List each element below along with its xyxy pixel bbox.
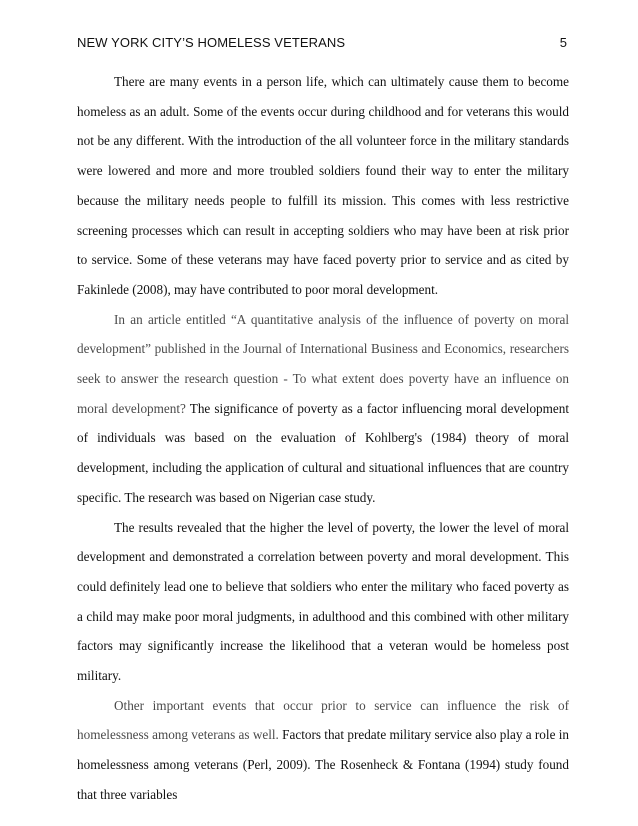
paragraph-4-text-muted: Other important events that occur prior to service can influence the risk of homelessness among veterans as well.: [77, 697, 569, 743]
paragraph-3-text: The results revealed that the higher the level of poverty, the lower the level of moral development and demonstrated a correlation between poverty and moral development. This could definitely lead one to believe that soldiers who enter the military who faced poverty as a child may make poor moral judgments, in adulthood and this combined with other military factors may significantly increase the likelihood that a veteran would be homeless post military.: [77, 519, 569, 684]
paragraph-1: [77, 67, 569, 305]
paragraph-4: [77, 691, 569, 810]
paragraph-2-text-muted: In an article entitled “A quantitative analysis of the influence of poverty on moral development” published in the Journal of International Business and Economics, researchers seek to answer the research question - To what extent does poverty have an influence on moral development?: [77, 311, 569, 416]
paragraph-4-text: Factors that predate military service also play a role in homelessness among veterans (Perl, 2009). The Rosenheck & Fontana (1994) study found that three variables: [77, 727, 569, 802]
body-text: [77, 67, 569, 810]
paragraph-2: [77, 305, 569, 513]
running-head: [77, 35, 567, 53]
paragraph-2-text: The significance of poverty as a factor influencing moral development of individuals was based on the evaluation of Kohlberg's (1984) theory of moral development, including the application of cultural and situational influences that are country specific. The research was based on Nigerian case study.: [77, 400, 569, 505]
paragraph-3: [77, 513, 569, 691]
running-head-title: NEW YORK CITY’S HOMELESS VETERANS: [77, 35, 346, 50]
page-number: 5: [559, 35, 567, 50]
paragraph-1-text: There are many events in a person life, which can ultimately cause them to become homeless as an adult. Some of the events occur during childhood and for veterans this would not be any different. With the introduction of the all volunteer force in the military standards were lowered and more and more troubled soldiers found their way to enter the military because the military needs people to fulfill its mission. This comes with less restrictive screening processes which can result in accepting soldiers who may have been at risk prior to service. Some of these veterans may have faced poverty prior to service and as cited by Fakinlede (2008), may have contributed to poor moral development.: [77, 74, 569, 297]
